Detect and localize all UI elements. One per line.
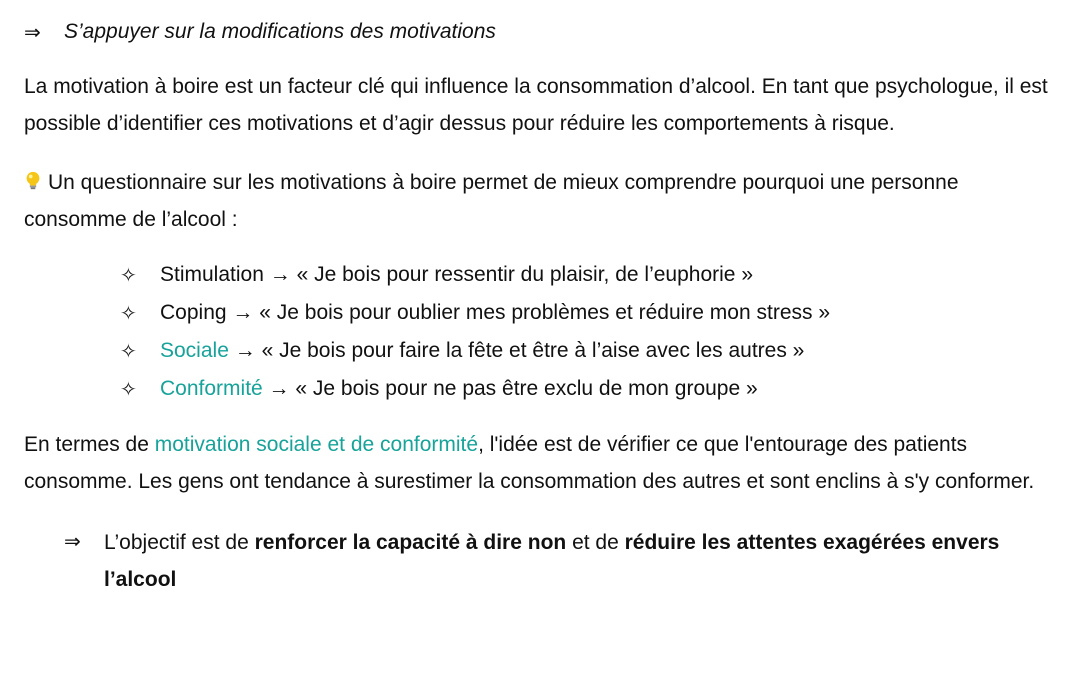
- motivation-quote: « Je bois pour faire la fête et être à l’aise avec les autres »: [261, 339, 805, 362]
- social-text-after: , l'idée est de vérifier ce que l'entourage des patients consomme. Les gens ont tendance à surestimer la consommation des autres et sont enclins à s'y conformer.: [24, 433, 1035, 493]
- conclusion: [24, 524, 1054, 598]
- star-bullet-icon: ✧: [120, 378, 137, 401]
- section-heading: [24, 14, 1054, 50]
- document-body: [24, 14, 1054, 598]
- social-text-before: En termes de: [24, 433, 155, 456]
- motivation-term: Sociale: [160, 339, 229, 362]
- arrow-separator: →: [228, 339, 262, 362]
- lightbulb-icon: [24, 171, 42, 191]
- intro-paragraph: La motivation à boire est un facteur clé qui influence la consommation d’alcool. En tant que psychologue, il est possible d’identifier ces motivations et d’agir dessus pour réduire les comportements à risque.: [24, 75, 1048, 135]
- arrow-separator: →: [226, 301, 260, 324]
- conclusion-part2: et de: [566, 531, 625, 554]
- motivation-quote: « Je bois pour ressentir du plaisir, de l’euphorie »: [296, 263, 753, 286]
- star-bullet-icon: ✧: [120, 340, 137, 363]
- section-heading-text: S’appuyer sur la modifications des motivations: [64, 20, 496, 43]
- motivation-quote: « Je bois pour ne pas être exclu de mon groupe »: [295, 377, 758, 400]
- conclusion-part1: L’objectif est de: [104, 531, 255, 554]
- questionnaire-text: Un questionnaire sur les motivations à boire permet de mieux comprendre pourquoi une personne consomme de l’alcool :: [24, 171, 959, 231]
- conclusion-bold2: réduire les attentes exagérées envers l’alcool: [104, 531, 1000, 591]
- motivation-term: Conformité: [160, 377, 263, 400]
- arrow-separator: →: [262, 377, 296, 400]
- star-bullet-icon: ✧: [120, 302, 137, 325]
- motivation-quote: « Je bois pour oublier mes problèmes et réduire mon stress »: [259, 301, 831, 324]
- motivation-term: Coping: [160, 301, 227, 324]
- motivation-term: Stimulation: [160, 263, 264, 286]
- implies-arrow-icon: ⇒: [24, 21, 41, 44]
- star-bullet-icon: ✧: [120, 264, 137, 287]
- questionnaire-paragraph: [24, 164, 1054, 238]
- implies-arrow-icon: ⇒: [64, 531, 81, 553]
- conclusion-bold1: renforcer la capacité à dire non: [254, 531, 567, 554]
- list-item: [120, 256, 1054, 294]
- list-item: [120, 370, 1054, 408]
- social-paragraph: [24, 426, 1054, 500]
- list-item: [120, 332, 1054, 370]
- conclusion-text: [104, 524, 1054, 598]
- list-item: [120, 294, 1054, 332]
- social-highlight: motivation sociale et de conformité: [154, 433, 479, 456]
- arrow-separator: →: [263, 263, 297, 286]
- motivation-list: [24, 256, 1054, 408]
